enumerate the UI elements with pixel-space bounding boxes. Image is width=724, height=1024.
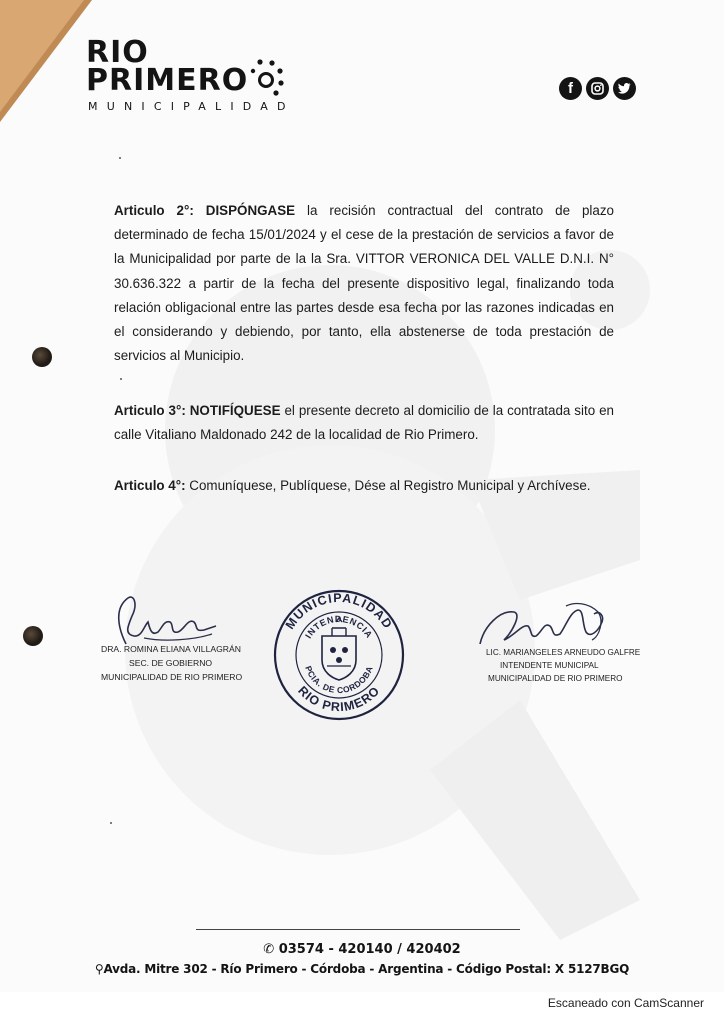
facebook-icon: f [559, 77, 582, 100]
logo-subtitle: MUNICIPALIDAD [88, 100, 295, 113]
article-4-label: Articulo 4°: [114, 478, 186, 493]
article-3-text: el presente decreto al domicilio de la contratada sito en calle Vitaliano Maldonado 242 de la localidad de Rio Primero. [114, 403, 614, 443]
article-3-paragraph [114, 399, 614, 447]
article-4-paragraph [114, 474, 614, 498]
signature-right [474, 596, 614, 652]
footer-address [0, 962, 724, 976]
location-pin-icon: ⚲ [94, 962, 104, 976]
seal-bottom-inner-text: PCIA. DE CORDOBA [303, 664, 375, 696]
footer-phone [0, 942, 724, 957]
signer-right-name: LIC. MARIANGELES ARNEUDO GALFRE [486, 648, 641, 657]
footer-divider [196, 929, 520, 930]
signer-right-role: INTENDENTE MUNICIPAL [500, 661, 599, 670]
article-2-keyword: DISPÓNGASE [205, 203, 296, 218]
twitter-icon [613, 77, 636, 100]
municipality-logo [86, 35, 296, 118]
logo-sun-icon [250, 58, 286, 98]
punch-hole-bottom [23, 626, 43, 646]
svg-text:MUNICIPALIDAD [283, 591, 395, 632]
signer-left-name: DRA. ROMINA ELIANA VILLAGRÁN [101, 644, 241, 654]
phone-icon: ✆ [263, 942, 279, 957]
punch-hole-top [32, 347, 52, 367]
signature-left-caption [101, 642, 242, 684]
social-icons [559, 77, 636, 100]
municipal-seal [272, 588, 406, 722]
signer-left-role: SEC. DE GOBIERNO [129, 658, 213, 668]
logo-line-rio: RIO [86, 35, 149, 70]
signature-right-caption [486, 646, 640, 685]
instagram-icon [586, 77, 609, 100]
scan-speck [110, 822, 112, 824]
seal-inner-text: INTENDENCIA [303, 613, 375, 641]
seal-top-text: MUNICIPALIDAD [282, 590, 396, 632]
article-2-text: la recisión contractual del contrato de plazo determinado de fecha 15/01/2024 y el cese de la prestación de servicios a favor de la Municipalidad por parte de la la Sra. VITTOR VERONICA DEL VALLE D.N.I. N° 30.636.322 a partir de la fecha del presente dispositivo legal, finalizando toda relación obligacional entre las partes desde esa fecha por las razones indicadas en el considerando y debiendo, por tanto, ella abstenerse de toda prestación de servicios al Municipio. [114, 203, 614, 364]
coat-of-arms-icon [322, 618, 356, 680]
footer-phone-number: 03574 - 420140 / 420402 [278, 942, 461, 957]
signer-left-org: MUNICIPALIDAD DE RIO PRIMERO [101, 672, 243, 682]
article-2-label: Articulo 2°: [114, 203, 194, 218]
article-4-text: Comuníquese, Publíquese, Dése al Registro Municipal y Archívese. [185, 478, 591, 493]
scan-speck [120, 378, 122, 380]
logo-line-primero: PRIMERO [86, 63, 249, 98]
article-3-label: Articulo 3°: [114, 403, 186, 418]
camscanner-watermark: Escaneado con CamScanner [547, 996, 704, 1010]
article-2-paragraph [114, 199, 614, 368]
seal-bottom-outer-text: RIO PRIMERO [295, 683, 383, 715]
footer-address-text: Avda. Mitre 302 - Río Primero - Córdoba - Argentina - Código Postal: X 5127BGQ [103, 962, 630, 976]
article-3-keyword: NOTIFÍQUESE [189, 403, 281, 418]
signer-right-org: MUNICIPALIDAD DE RIO PRIMERO [488, 674, 623, 683]
scan-speck [119, 157, 121, 159]
